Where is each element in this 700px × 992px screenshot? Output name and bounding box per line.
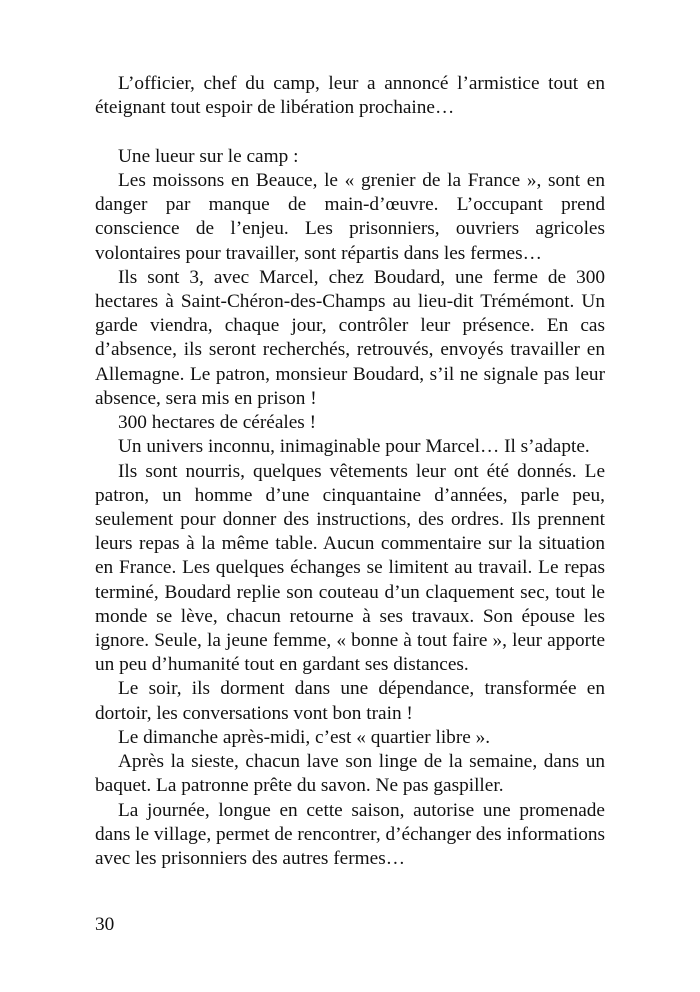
paragraph-hectares: 300 hectares de céréales ! [118, 412, 317, 434]
paragraph-nourris: Ils sont nourris, quelques vêtements leur ont été donnés. Le patron, un homme d’une cinquantaine d’années, parle peu, seulement pour donner des instructions, des ordres. Ils prennent leurs repas à la même table. Aucun commentaire sur la situation en France. Les quelques échanges se limitent au travail. Le repas terminé, Boudard replie son couteau d’un claquement sec, tout le monde se lève, chacun retourne à ses travaux. Son épouse les ignore. Seule, la jeune femme, « bonne à tout faire », leur apporte un peu d’humanité tout en gardant ses distances. [95, 460, 605, 676]
page-body [95, 72, 605, 871]
paragraph-journee: La journée, longue en cette saison, autorise une promenade dans le village, permet de rencontrer, d’échanger des informations avec les prisonniers des autres fermes… [95, 799, 605, 869]
paragraph-lueur: Une lueur sur le camp : [118, 145, 299, 167]
paragraph-dimanche: Le dimanche après-midi, c’est « quartier libre ». [118, 726, 491, 748]
paragraph-univers: Un univers inconnu, inimaginable pour Marcel… Il s’adapte. [118, 436, 590, 458]
paragraph-moissons: Les moissons en Beauce, le « grenier de la France », sont en danger par manque de main-d’œuvre. L’occupant prend conscience de l’enjeu. Les prisonniers, ouvriers agricoles volontaires pour travailler, sont répartis dans les fermes… [95, 169, 605, 264]
paragraph-armistice: L’officier, chef du camp, leur a annoncé l’armistice tout en éteignant tout espoir de libération prochaine… [95, 73, 605, 119]
paragraph-boudard-farm: Ils sont 3, avec Marcel, chez Boudard, une ferme de 300 hectares à Saint-Chéron-des-Champs au lieu-dit Trémémont. Un garde viendra, chaque jour, contrôler leur présence. En cas d’absence, ils seront recherchés, retrouvés, envoyés travailler en Allemagne. Le patron, monsieur Boudard, s’il ne signale pas leur absence, sera mis en prison ! [95, 266, 605, 409]
paragraph-soir: Le soir, ils dorment dans une dépendance, transformée en dortoir, les conversations vont bon train ! [95, 678, 605, 724]
paragraph-sieste: Après la sieste, chacun lave son linge de la semaine, dans un baquet. La patronne prête du savon. Ne pas gaspiller. [95, 751, 605, 797]
page-number: 30 [95, 914, 115, 935]
section-break [95, 120, 605, 144]
